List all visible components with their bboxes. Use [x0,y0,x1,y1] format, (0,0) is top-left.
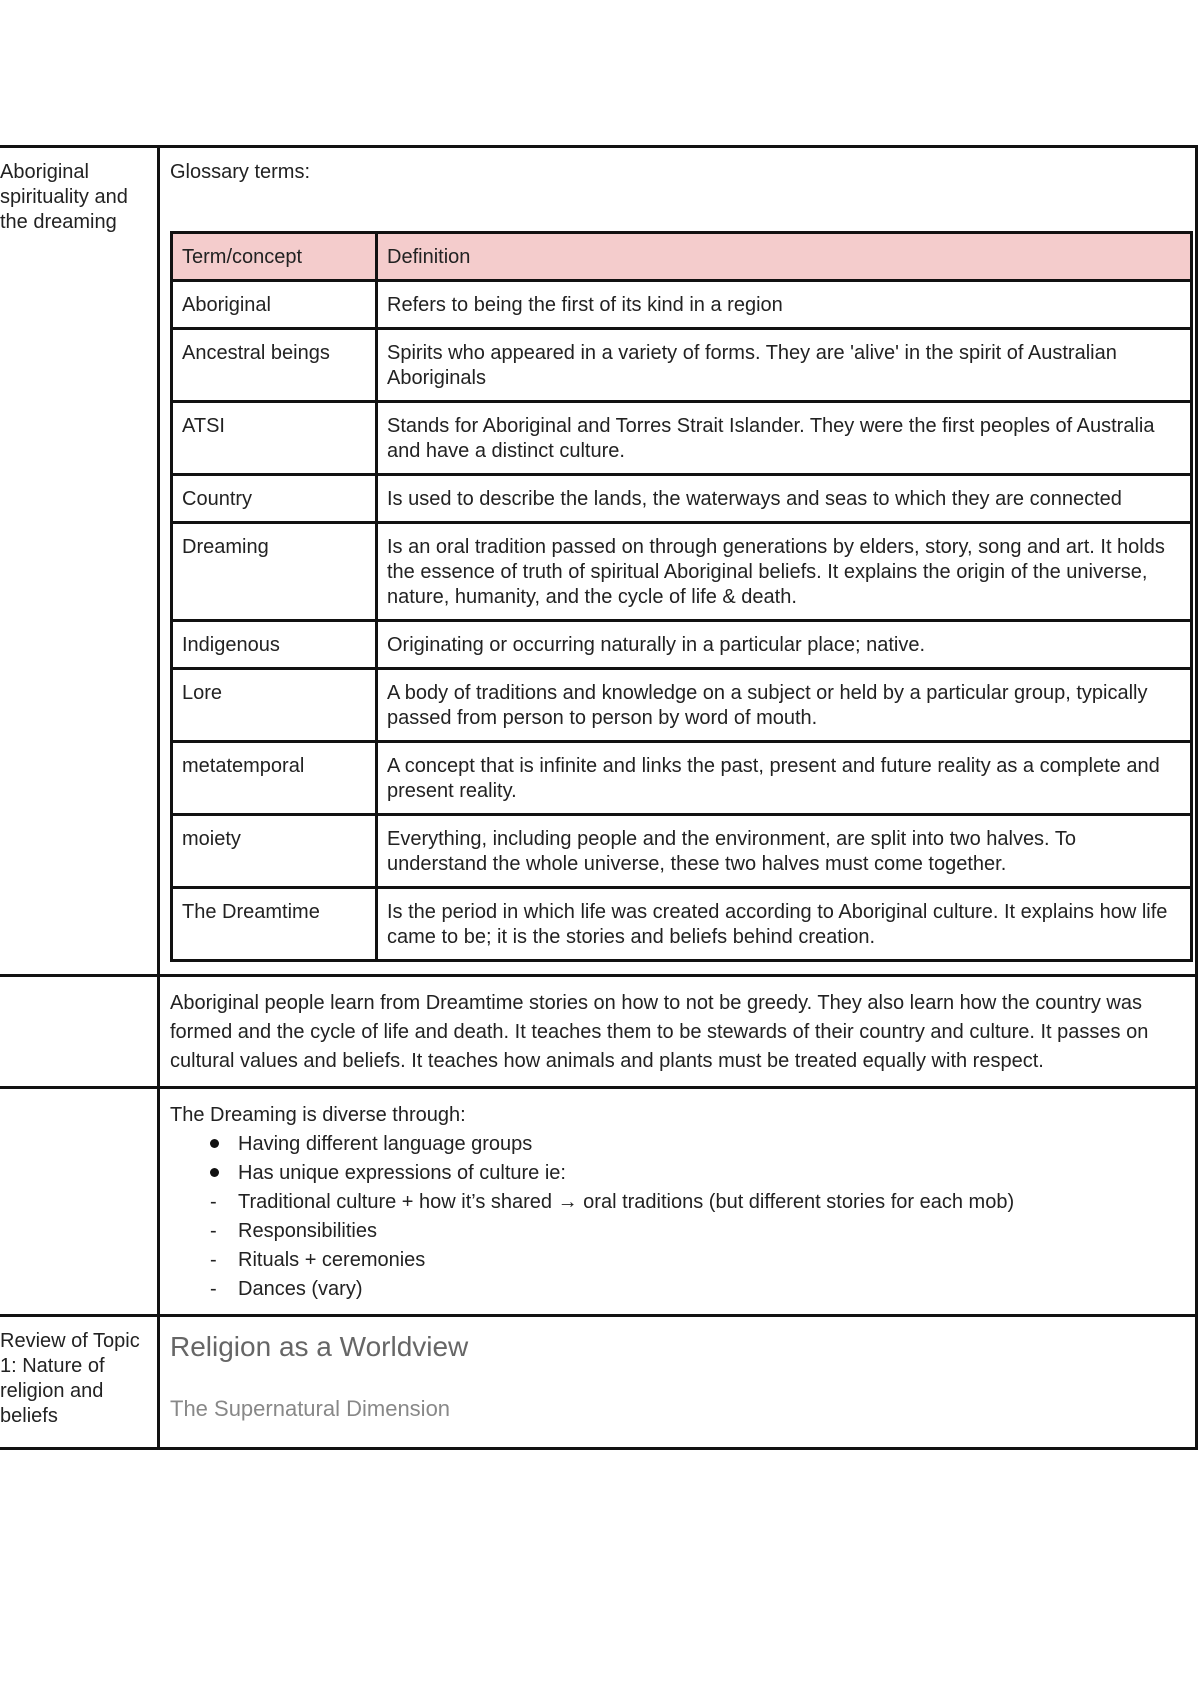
glossary-row [172,669,1192,742]
list-item [210,1246,1185,1275]
glossary-table [170,231,1193,962]
glossary-row [172,523,1192,621]
list-item-text: Dances (vary) [238,1278,363,1300]
glossary-term: moiety [172,815,377,888]
row-label-empty [0,1088,159,1316]
diversity-list [170,1130,1185,1304]
list-item-text: Has unique expressions of culture ie: [238,1162,566,1184]
glossary-row [172,815,1192,888]
glossary-term: Dreaming [172,523,377,621]
list-item [210,1275,1185,1304]
glossary-term: Country [172,475,377,523]
glossary-term: Aboriginal [172,281,377,329]
row-label-empty [0,976,159,1088]
notes-table [0,145,1198,1450]
glossary-row [172,742,1192,815]
glossary-definition: Refers to being the first of its kind in a region [377,281,1192,329]
row-content [159,976,1197,1088]
row-content [159,147,1197,976]
glossary-row [172,621,1192,669]
list-item [210,1159,1185,1188]
glossary-definition: Everything, including people and the environment, are split into two halves. To understand the whole universe, these two halves must come together. [377,815,1192,888]
bullet-dash: - [210,1191,217,1213]
worldview-heading: Religion as a Worldview [170,1331,469,1362]
diversity-intro: The Dreaming is diverse through: [170,1104,466,1126]
glossary-term: Ancestral beings [172,329,377,402]
notes-row-dreamtime-lessons [0,976,1197,1088]
row-content [159,1316,1197,1449]
list-item [210,1130,1185,1159]
bullet-dash: - [210,1249,217,1271]
glossary-definition: Is an oral tradition passed on through generations by elders, story, song and art. It holds the essence of truth of spiritual Aboriginal beliefs. It explains the origin of the universe, nature, humanity, and the cycle of life & death. [377,523,1192,621]
glossary-row [172,329,1192,402]
glossary-definition: Is used to describe the lands, the waterways and seas to which they are connected [377,475,1192,523]
glossary-header-row [172,233,1192,281]
bullet-dot-icon [210,1159,238,1188]
notes-row-aboriginal-spirituality [0,147,1197,976]
glossary-definition: A concept that is infinite and links the past, present and future reality as a complete and present reality. [377,742,1192,815]
notes-row-dreaming-diversity [0,1088,1197,1316]
bullet-dot-icon [210,1130,238,1159]
bullet-dash: - [210,1278,217,1300]
list-item [210,1188,1185,1217]
glossary-definition: Stands for Aboriginal and Torres Strait Islander. They were the first peoples of Australia and have a distinct culture. [377,402,1192,475]
glossary-label: Glossary terms: [170,161,311,183]
glossary-term: metatemporal [172,742,377,815]
glossary-row [172,888,1192,961]
glossary-header-definition: Definition [377,233,1192,281]
glossary-row [172,281,1192,329]
row-label: Review of Topic 1: Nature of religion and beliefs [0,1316,159,1449]
glossary-definition: Originating or occurring naturally in a particular place; native. [377,621,1192,669]
worldview-subheading: The Supernatural Dimension [170,1396,451,1421]
glossary-definition: A body of traditions and knowledge on a subject or held by a particular group, typically passed from person to person by word of mouth. [377,669,1192,742]
glossary-term: ATSI [172,402,377,475]
glossary-definition: Spirits who appeared in a variety of forms. They are 'alive' in the spirit of Australian Aboriginals [377,329,1192,402]
glossary-definition: Is the period in which life was created according to Aboriginal culture. It explains how life came to be; it is the stories and beliefs behind creation. [377,888,1192,961]
dreamtime-lessons-text: Aboriginal people learn from Dreamtime stories on how to not be greedy. They also learn how the country was formed and the cycle of life and death. It teaches them to be stewards of their country and culture. It passes on cultural values and beliefs. It teaches how animals and plants must be treated equally with respect. [170,992,1149,1072]
list-item [210,1217,1185,1246]
glossary-term: Indigenous [172,621,377,669]
glossary-row [172,475,1192,523]
notes-row-review-topic1 [0,1316,1197,1449]
glossary-term: The Dreamtime [172,888,377,961]
glossary-row [172,402,1192,475]
row-content [159,1088,1197,1316]
list-item-text: Rituals + ceremonies [238,1249,426,1271]
bullet-dash: - [210,1220,217,1242]
list-item-text: Traditional culture + how it’s shared → oral traditions (but different stories for each mob) [238,1191,1015,1213]
list-item-text: Having different language groups [238,1133,533,1155]
glossary-header-term: Term/concept [172,233,377,281]
glossary-term: Lore [172,669,377,742]
row-label: Aboriginal spirituality and the dreaming [0,147,159,976]
list-item-text: Responsibilities [238,1220,377,1242]
